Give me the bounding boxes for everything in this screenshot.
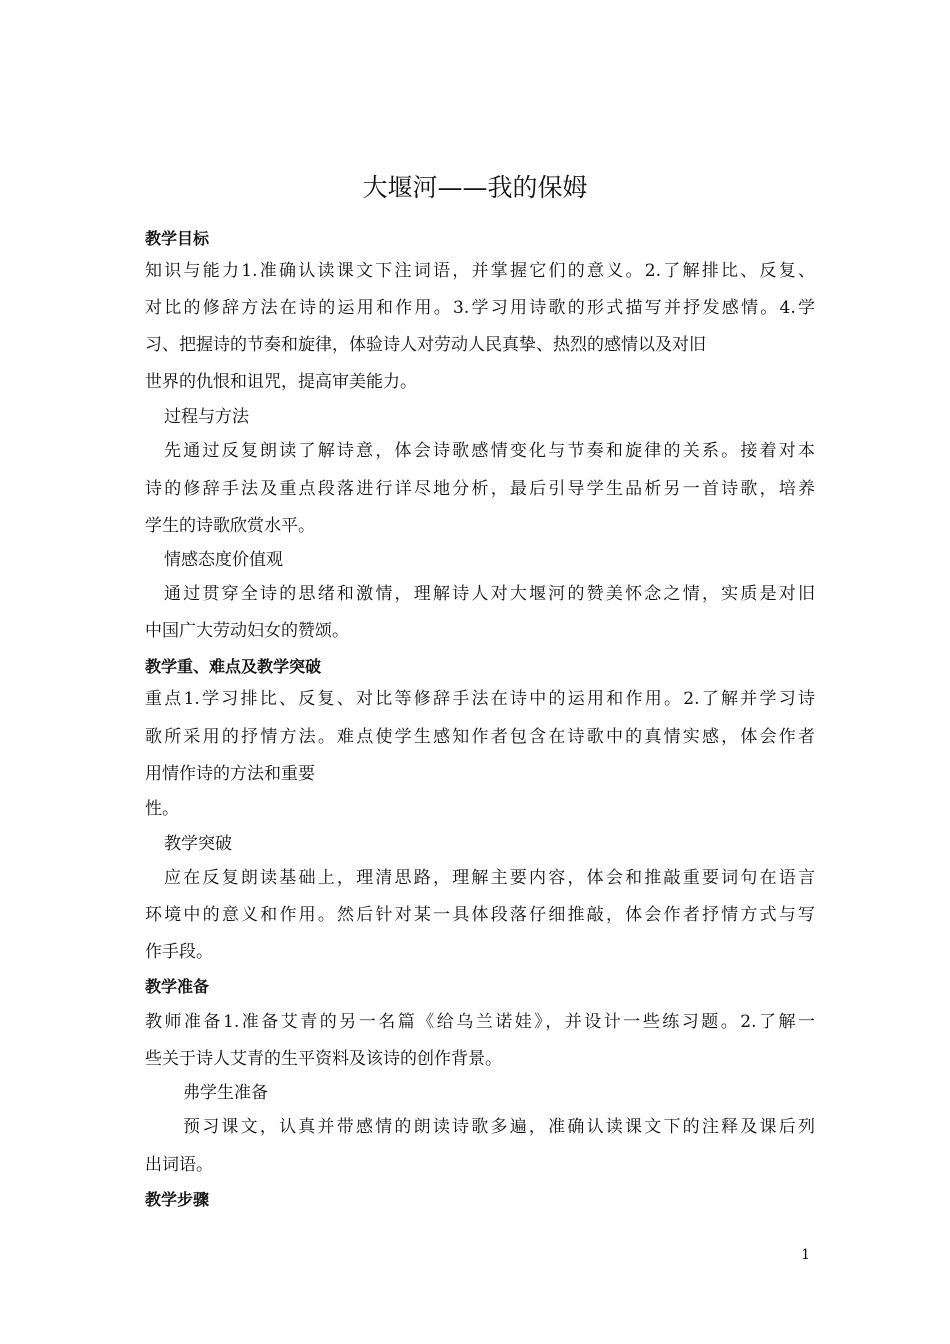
section-heading-steps: 教学步骤 [145,1190,210,1209]
body-line: 用情作诗的方法和重要 [145,764,315,784]
body-line: 歌所采用的抒情方法。难点使学生感知作者包含在诗歌中的真情实感，体会作者 [145,727,815,747]
body-line: 些关于诗人艾青的生平资料及该诗的创作背景。 [145,1049,502,1069]
subheading-process: 过程与方法 [164,407,249,427]
section-heading-preparation: 教学准备 [145,977,210,996]
body-line: 预习课文，认真并带感情的朗读诗歌多遍，准确认读课文下的注释及课后列 [183,1117,815,1137]
body-line: 性。 [145,799,179,819]
body-line: 作手段。 [145,942,213,962]
body-line: 世界的仇恨和诅咒，提高审美能力。 [145,372,417,392]
page-number: 1 [801,1247,810,1263]
body-line: 知识与能力1.准确认读课文下注词语，并掌握它们的意义。2.了解排比、反复、 [145,261,815,281]
body-line: 出词语。 [145,1155,213,1175]
section-heading-objectives: 教学目标 [145,229,210,248]
section-heading-key-points: 教学重、难点及教学突破 [145,657,322,676]
body-line: 对比的修辞方法在诗的运用和作用。3.学习用诗歌的形式描写并抒发感情。4.学 [145,298,815,318]
body-line: 诗的修辞手法及重点段落进行详尽地分析，最后引导学生品析另一首诗歌，培养 [145,479,815,499]
body-line: 先通过反复朗读了解诗意，体会诗歌感情变化与节奏和旋律的关系。接着对本 [164,441,815,461]
body-line: 通过贯穿全诗的思绪和激情，理解诗人对大堰河的赞美怀念之情，实质是对旧 [164,584,815,604]
body-line: 中国广大劳动妇女的赞颂。 [145,621,349,641]
subheading-breakthrough: 教学突破 [164,834,232,854]
subheading-emotion: 情感态度价值观 [164,550,283,570]
body-line: 环境中的意义和作用。然后针对某一具体段落仔细推敲，体会作者抒情方式与写 [145,905,815,925]
subheading-student-prep: 弗学生准备 [183,1083,268,1103]
body-line: 重点1.学习排比、反复、对比等修辞手法在诗中的运用和作用。2.了解并学习诗 [145,689,815,709]
body-line: 学生的诗歌欣赏水平。 [145,516,315,536]
body-line: 应在反复朗读基础上，理清思路，理解主要内容，体会和推敲重要词句在语言 [164,868,815,888]
body-line: 教师准备1.准备艾青的另一名篇《给乌兰诺娃》，并设计一些练习题。2.了解一 [145,1012,815,1032]
body-line: 习、把握诗的节奏和旋律，体验诗人对劳动人民真挚、热烈的感情以及对旧 [145,335,706,355]
document-title: 大堰河——我的保姆 [362,173,588,202]
